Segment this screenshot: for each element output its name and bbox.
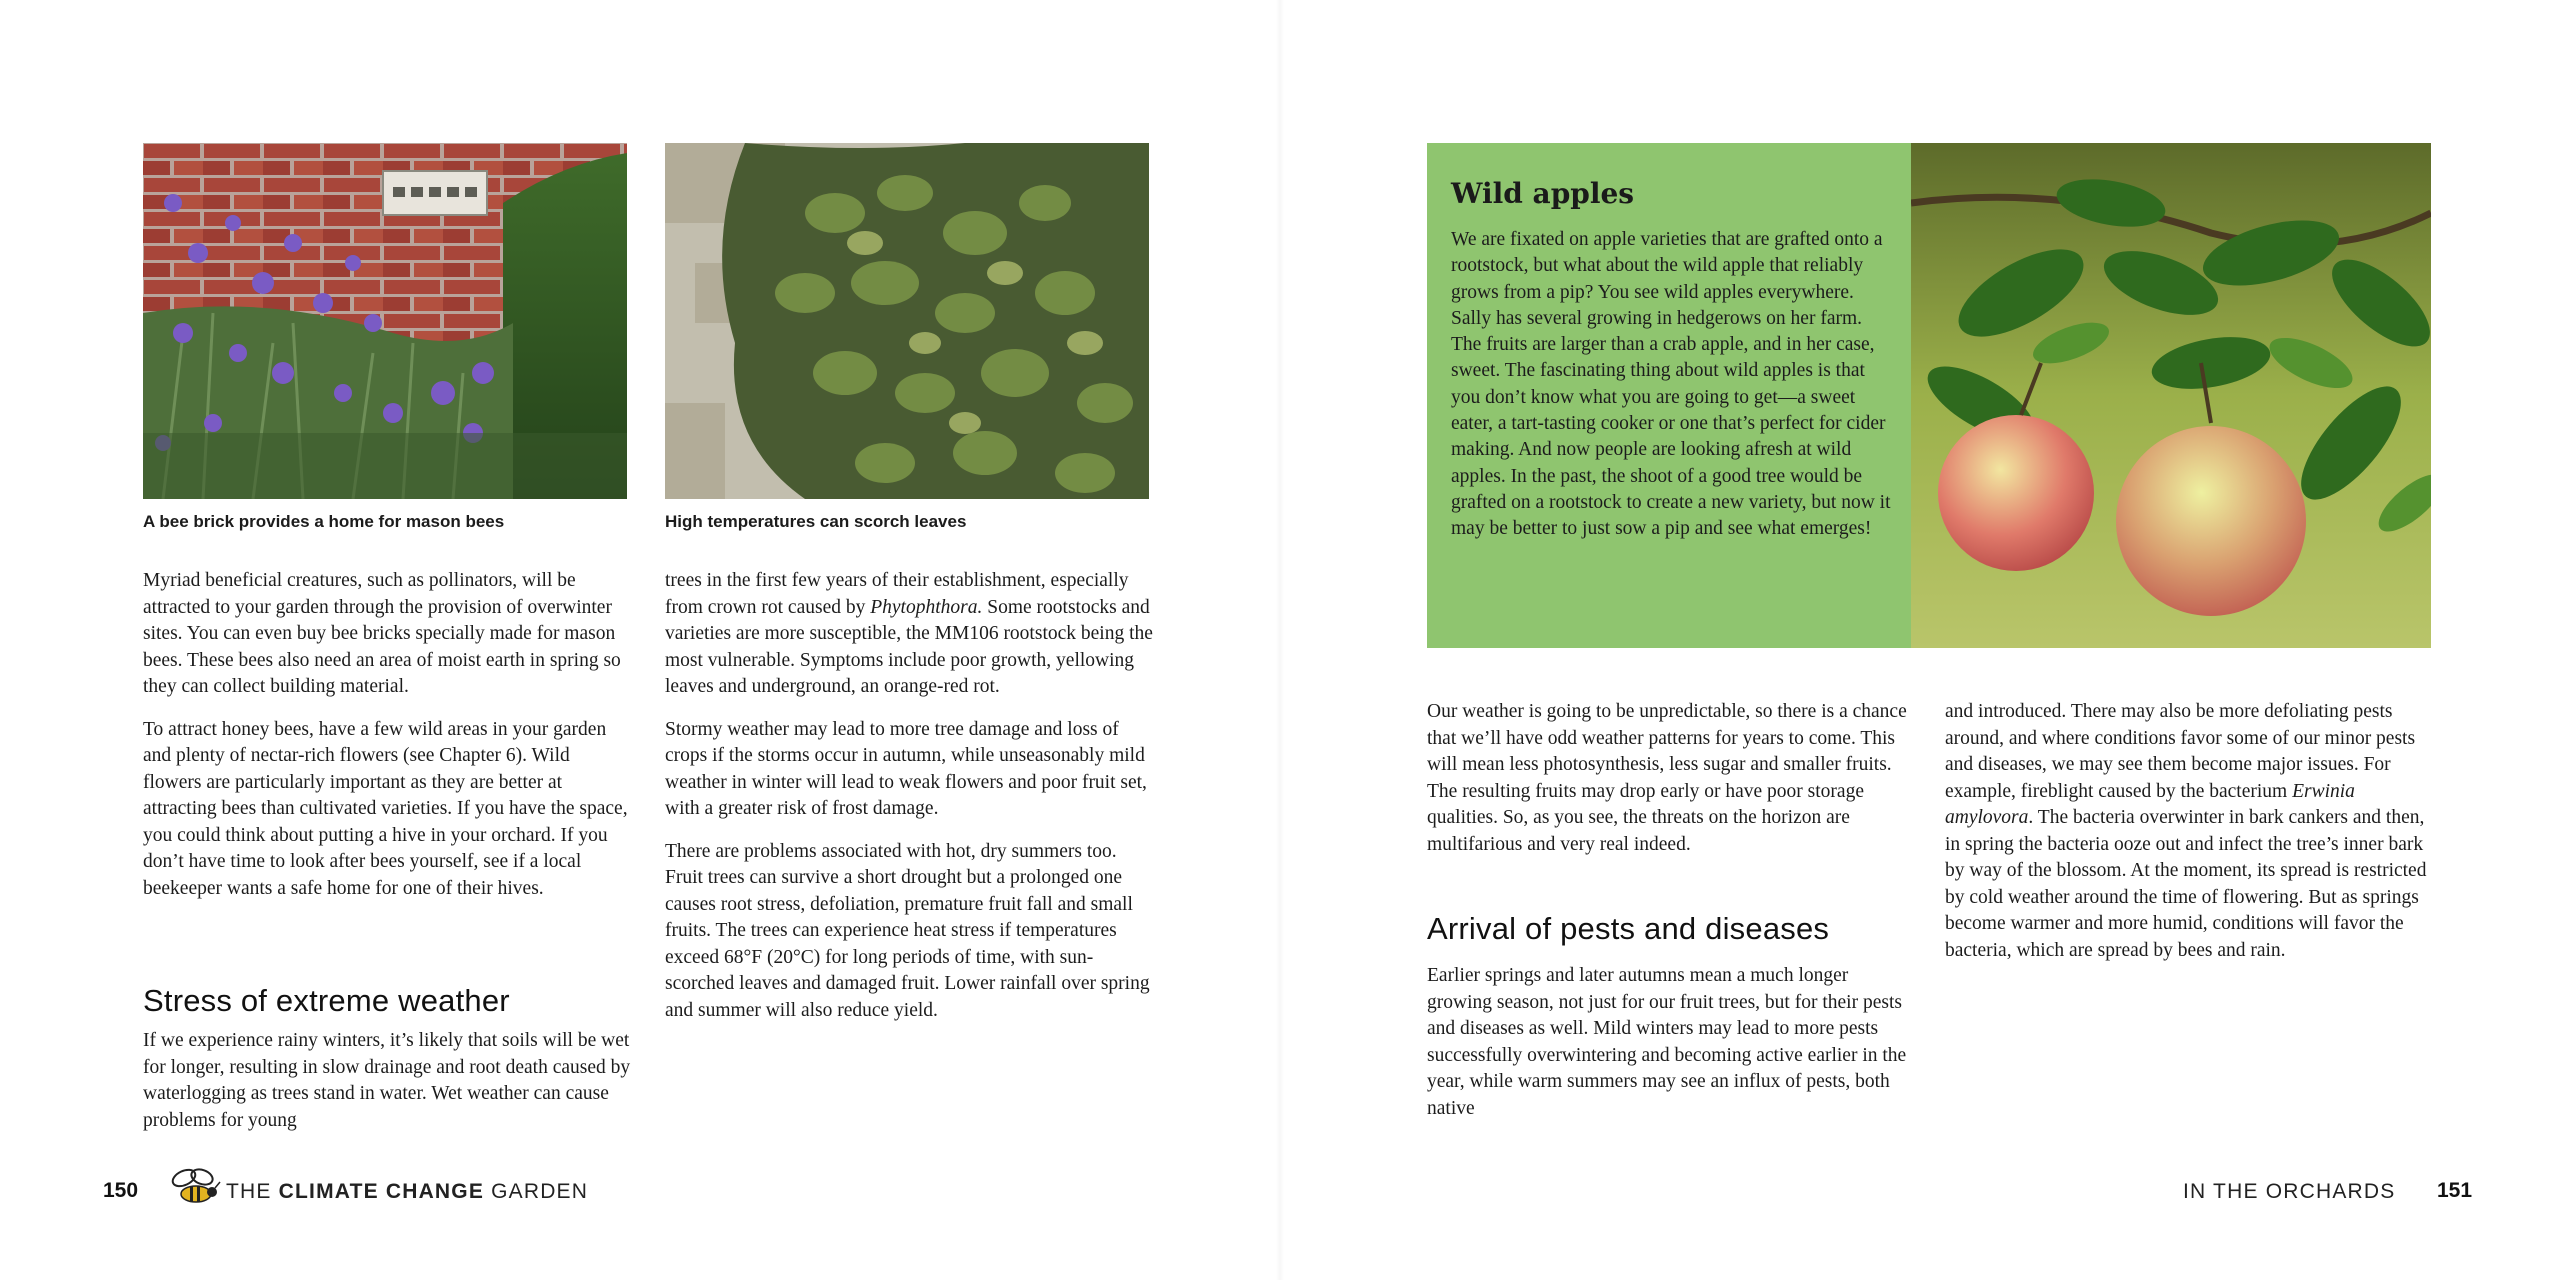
wild-apples-photo <box>1911 143 2431 648</box>
left-column-2 <box>665 568 1153 1040</box>
paragraph: There are problems associated with hot, dry summers too. Fruit trees can survive a short drought but a prolonged one causes root stress, defoliation, premature fruit fall and small fruits. The trees can experience heat stress if temperatures exceed 68°F (20°C) for long periods of time, with sun-scorched leaves and damaged fruit. Lower rainfall over spring and summer will also reduce yield. <box>665 840 1150 1021</box>
page-gutter <box>1276 0 1284 1280</box>
paragraph: To attract honey bees, have a few wild areas in your garden and plenty of nectar-rich flowers (see Chapter 6). Wild flowers are particularly important as they are better at attracting bees than cultivated varieties. If you have the space, you could think about putting a hive in your orchard. If you don’t have time to look after bees yourself, see if a local beekeeper wants a safe home for one of their hives. <box>143 718 628 899</box>
photo-caption-bee-brick: A bee brick provides a home for mason bees <box>143 512 505 531</box>
text-run: and introduced. There may also be more defoliating pests around, and where conditions favor some of our minor pests and diseases, we may see them become major issues. For example, fireblight caused by the bacterium <box>1945 701 2416 802</box>
paragraph <box>1945 699 2435 964</box>
paragraph: If we experience rainy winters, it’s likely that soils will be wet for longer, resulting in slow drainage and root death caused by waterlogging as trees stand in water. Wet weather can cause problems for young <box>143 1030 631 1131</box>
left-column-1-weather <box>143 1028 631 1150</box>
left-column-1-intro <box>143 568 631 918</box>
right-column-1-intro <box>1427 699 1915 874</box>
heading-arrival-of-pests-and-diseases: Arrival of pests and diseases <box>1427 911 1830 946</box>
running-head-suffix: GARDEN <box>484 1180 589 1203</box>
page-number-left: 150 <box>103 1179 139 1202</box>
paragraph: Our weather is going to be unpredictable, so there is a chance that we’ll have odd weather patterns for years to come. This will mean less photosynthesis, less sugar and smaller fruits. The resulting fruits may drop early or have poor storage qualities. So, as you see, the threats on the horizon are multifarious and very real indeed. <box>1427 701 1907 855</box>
italic-term: Erwinia amylovora <box>1945 780 2355 828</box>
right-column-2 <box>1945 699 2435 980</box>
running-head-right: IN THE ORCHARDS <box>2183 1180 2396 1203</box>
paragraph <box>665 568 1153 701</box>
running-head-bold: CLIMATE CHANGE <box>278 1180 485 1203</box>
wild-apples-photo-art <box>1911 143 2431 648</box>
paragraph: Earlier springs and later autumns mean a much longer growing season, not just for our fruit trees, but for their pests and diseases as well. Mild winters may lead to more pests successfully overwintering and becoming active earlier in the year, while warm summers may see an influx of pests, both native <box>1427 965 1907 1119</box>
bee-icon <box>170 1168 222 1208</box>
italic-term: Phytophthora. <box>870 596 983 618</box>
text-run: . The bacteria overwinter in bark cankers and then, in spring the bacteria ooze out and infect the tree’s inner bark by way of the blossom. At the moment, its spread is restricted by cold weather around the time of flowering. But as springs become warmer and more humid, conditions will favor the bacteria, which are spread by bees and rain. <box>1945 807 2427 961</box>
text-run: Some rootstocks and varieties are more susceptible, the MM106 rootstock being the most vulnerable. Symptoms include poor growth, yellowing leaves and underground, an orange-red rot. <box>665 596 1153 697</box>
paragraph: Myriad beneficial creatures, such as pollinators, will be attracted to your garden through the provision of overwinter sites. You can even buy bee bricks specially made for mason bees. These bees also need an area of moist earth in spring so they can collect building material. <box>143 570 621 697</box>
bee-brick-photo-art <box>143 143 627 499</box>
text-run: trees in the first few years of their establishment, especially from crown rot caused by <box>665 570 1129 618</box>
scorched-leaves-photo-art <box>665 143 1149 499</box>
sidebar-text: We are fixated on apple varieties that are grafted onto a rootstock, but what about the wild apple that reliably grows from a pip? You see wild apples everywhere. Sally has several growing in hedgerows on her farm. The fruits are larger than a crab apple, and in her case, sweet. The fascinating thing about wild apples is that you don’t know what you are going to get—a sweet eater, a tart-tasting cooker or one that’s perfect for cider making. And now people are looking afresh at wild apples. In the past, the shoot of a good tree would be grafted on a rootstock to create a new variety, but now it may be better to just sow a pip and see what emerges! <box>1451 229 1891 540</box>
photo-caption-scorched-leaves: High temperatures can scorch leaves <box>665 512 967 531</box>
page-number-right: 151 <box>2437 1179 2473 1202</box>
heading-stress-of-extreme-weather: Stress of extreme weather <box>143 983 510 1018</box>
running-head-left <box>226 1180 588 1204</box>
sidebar-title: Wild apples <box>1451 177 1635 210</box>
paragraph: Stormy weather may lead to more tree damage and loss of crops if the storms occur in autumn, while unseasonably mild weather in winter will lead to weak flowers and poor fruit set, with a greater risk of frost damage. <box>665 718 1147 819</box>
running-head-prefix: THE <box>226 1180 279 1203</box>
wild-apples-sidebar <box>1427 143 1911 648</box>
bee-brick-photo <box>143 143 627 499</box>
right-column-1-pests <box>1427 963 1915 1138</box>
scorched-leaves-photo <box>665 143 1149 499</box>
